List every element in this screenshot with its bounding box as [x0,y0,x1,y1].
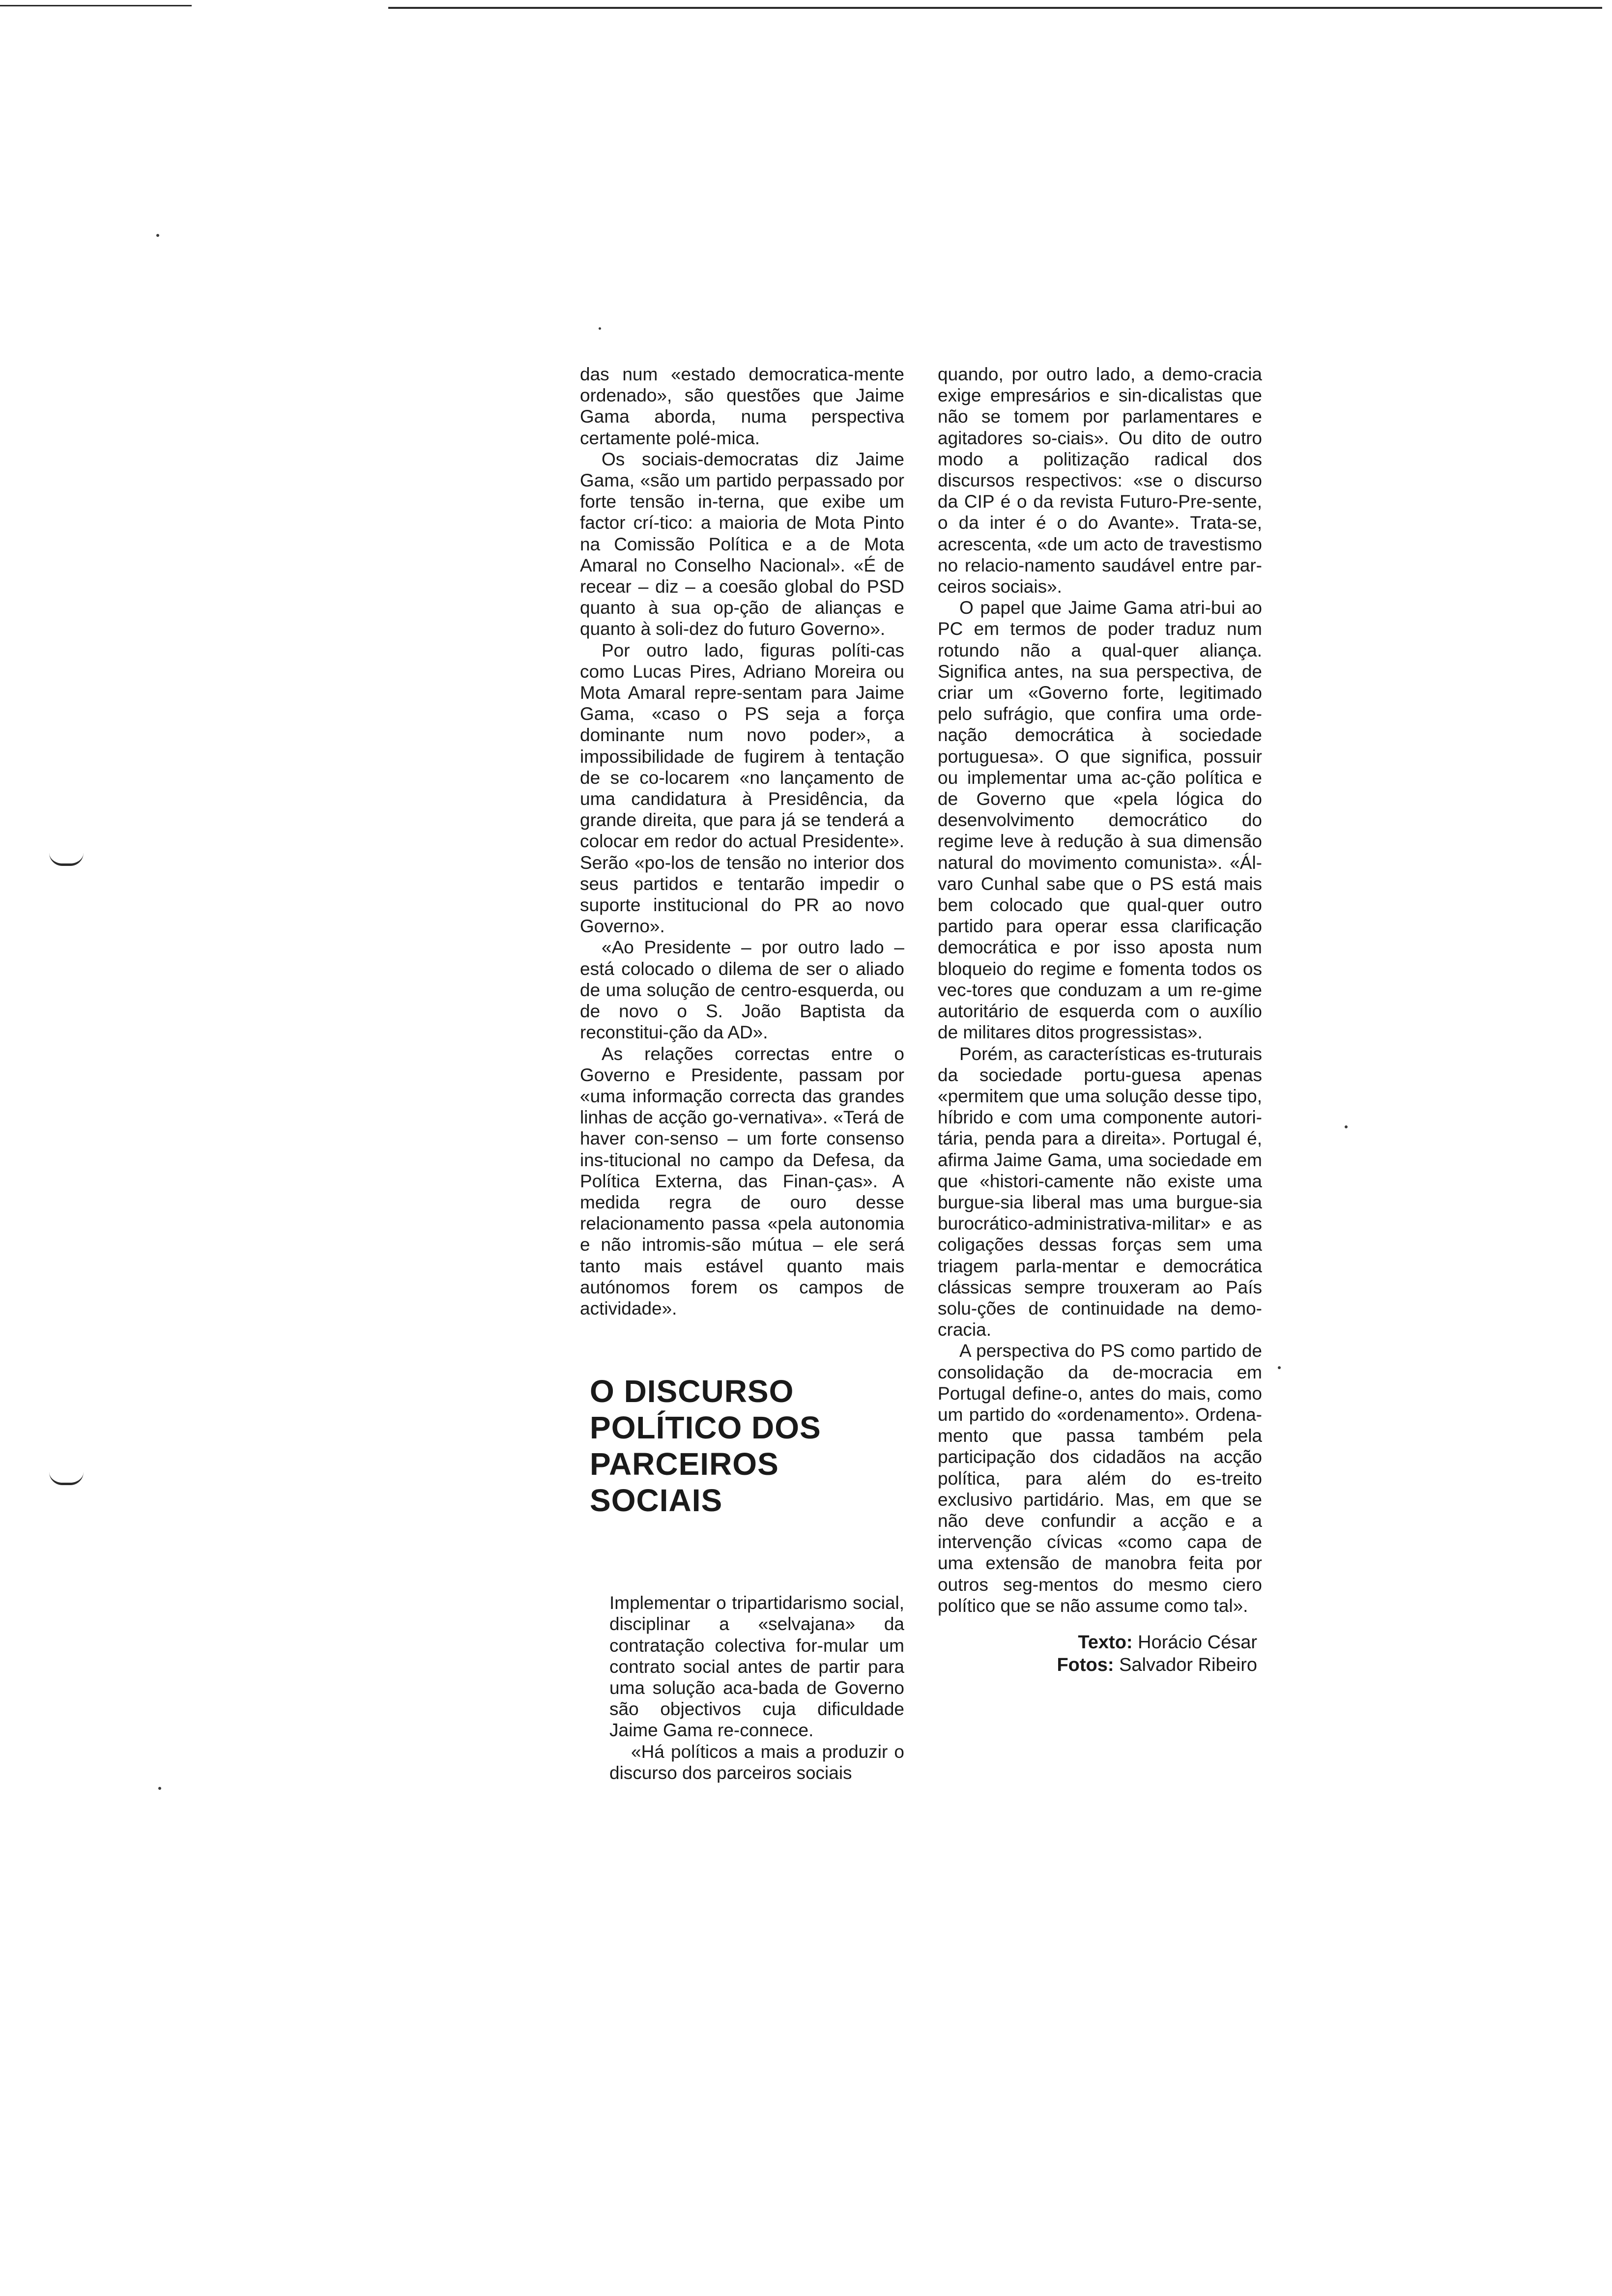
heading-line: SOCIAIS [590,1483,723,1519]
scan-speck [156,234,159,237]
scan-speck [1345,1125,1348,1128]
paragraph: das num «estado democratica-mente ordenado», são questões que Jaime Gama aborda, numa perspectiva certamente polé-mica. [580,364,904,448]
scan-speck [158,1787,161,1790]
article-right-column [938,364,1262,1676]
section-intro [580,1592,904,1783]
text-credit [938,1631,1257,1654]
heading-line: O DISCURSO [590,1374,794,1409]
paragraph: Implementar o tripartidarismo social, disciplinar a «selvajana» da contratação colectiva for-mular um contrato social antes de partir para uma solução aca-bada de Governo são objectivos cuja dificuldade Jaime Gama re-connece. [609,1593,904,1741]
scan-speck [1278,1366,1281,1369]
paragraph: quando, por outro lado, a demo-cracia exige empresários e sin-dicalistas que não se tomem por parlamentares e agitadores so-ciais». Ou dito de outro modo a politização radical dos discursos respectivos: «se o discurso da CIP é o da revista Futuro-Pre-sente, o da inter é o do Avante». Trata-se, acrescenta, «de um acto de travestismo no relacio-namento saudável entre par-ceiros sociais». [938,364,1262,597]
paragraph: Por outro lado, figuras políti-cas como Lucas Pires, Adriano Moreira ou Mota Amaral repre-sentam para Jaime Gama, «caso o PS seja a força dominante num novo poder», a impossibilidade de fugirem à tentação de se co-locarem «no lançamento de uma candidatura à Presidência, da grande direita, que para já se tenderá a colocar em redor do actual Presidente». Serão «po-los de tensão no interior dos seus partidos e tentarão impedir o suporte institucional do PR ao novo Governo». [580,640,904,937]
photo-credit-label: Fotos: [1057,1654,1114,1675]
heading-line: POLÍTICO DOS [590,1410,821,1446]
section-heading [590,1373,904,1519]
paragraph: «Ao Presidente – por outro lado – está colocado o dilema de ser o aliado de uma solução de centro-esquerda, ou de novo o S. João Baptista da reconstitui-ção da AD». [580,937,904,1043]
heading-line: PARCEIROS [590,1446,779,1482]
paragraph: Os sociais-democratas diz Jaime Gama, «são um partido perpassado por forte tensão in-terna, que exibe um factor crí-tico: a maioria de Mota Pinto na Comissão Política e a de Mota Amaral no Conselho Nacional». «É de recear – diz – a coesão global do PSD quanto à sua op-ção de alianças e quanto à soli-dez do futuro Governo». [580,449,904,639]
photo-credit [938,1654,1257,1676]
scan-speck [599,327,601,330]
text-credit-label: Texto: [1078,1632,1133,1653]
text-credit-name: Horácio César [1138,1632,1257,1653]
binder-hole-mark-lower [49,1472,84,1485]
paragraph: A perspectiva do PS como partido de consolidação da de-mocracia em Portugal define-o, antes do mais, como um partido do «ordenamento». Ordena-mento que passa também pela participação dos cidadãos na acção política, para além do es-treito exclusivo partidário. Mas, em que se não deve confundir a acção e a intervenção cívicas «como capa de uma extensão de manobra feita por outros seg-mentos do mesmo ciero político que se não assume como tal». [938,1341,1262,1616]
scan-edge-line-short [0,5,192,6]
binder-hole-mark-upper [49,853,84,866]
article-credits [938,1631,1262,1676]
photo-credit-name: Salvador Ribeiro [1119,1654,1257,1675]
paragraph: Porém, as características es-truturais da sociedade portu-guesa apenas «permitem que uma solução desse tipo, híbrido e com uma componente autori-tária, penda para a direita». Portugal é, afirma Jaime Gama, uma sociedade em que «histori-camente não existe uma burgue-sia liberal mas uma burgue-sia burocrático-administrativa-militar» e as coligações dessas forças sem uma triagem parla-mentar e democrática clássicas sempre trouxeram ao País solu-ções de continuidade na demo-cracia. [938,1043,1262,1340]
paragraph: «Há políticos a mais a produzir o discurso dos parceiros sociais [609,1741,904,1783]
scan-edge-line [388,7,1602,9]
paragraph: As relações correctas entre o Governo e Presidente, passam por «uma informação correcta das grandes linhas de acção go-vernativa». «Terá de haver con-senso – um forte consenso ins-titucional no campo da Defesa, da Política Externa, das Finan-ças». A medida regra de ouro desse relacionamento passa «pela autonomia e não intromis-são mútua – ele será tanto mais estável quanto mais autónomos forem os campos de actividade». [580,1043,904,1319]
article-left-column [580,364,904,1783]
paragraph: O papel que Jaime Gama atri-bui ao PC em termos de poder traduz num rotundo não a qual-quer aliança. Significa antes, na sua perspectiva, de criar um «Governo forte, legitimado pelo sufrágio, que confira uma orde-nação democrática à sociedade portuguesa». O que significa, possuir ou implementar uma ac-ção política e de Governo que «pela lógica do desenvolvimento democrático do regime leve à redução à sua dimensão natural do movimento comunista». «Ál-varo Cunhal sabe que o PS está mais bem colocado que qual-quer outro partido para operar essa clarificação democrática e por isso aposta num bloqueio do regime e fomenta todos os vec-tores que conduzam a um re-gime autoritário de esquerda com o auxílio de militares ditos progressistas». [938,598,1262,1043]
